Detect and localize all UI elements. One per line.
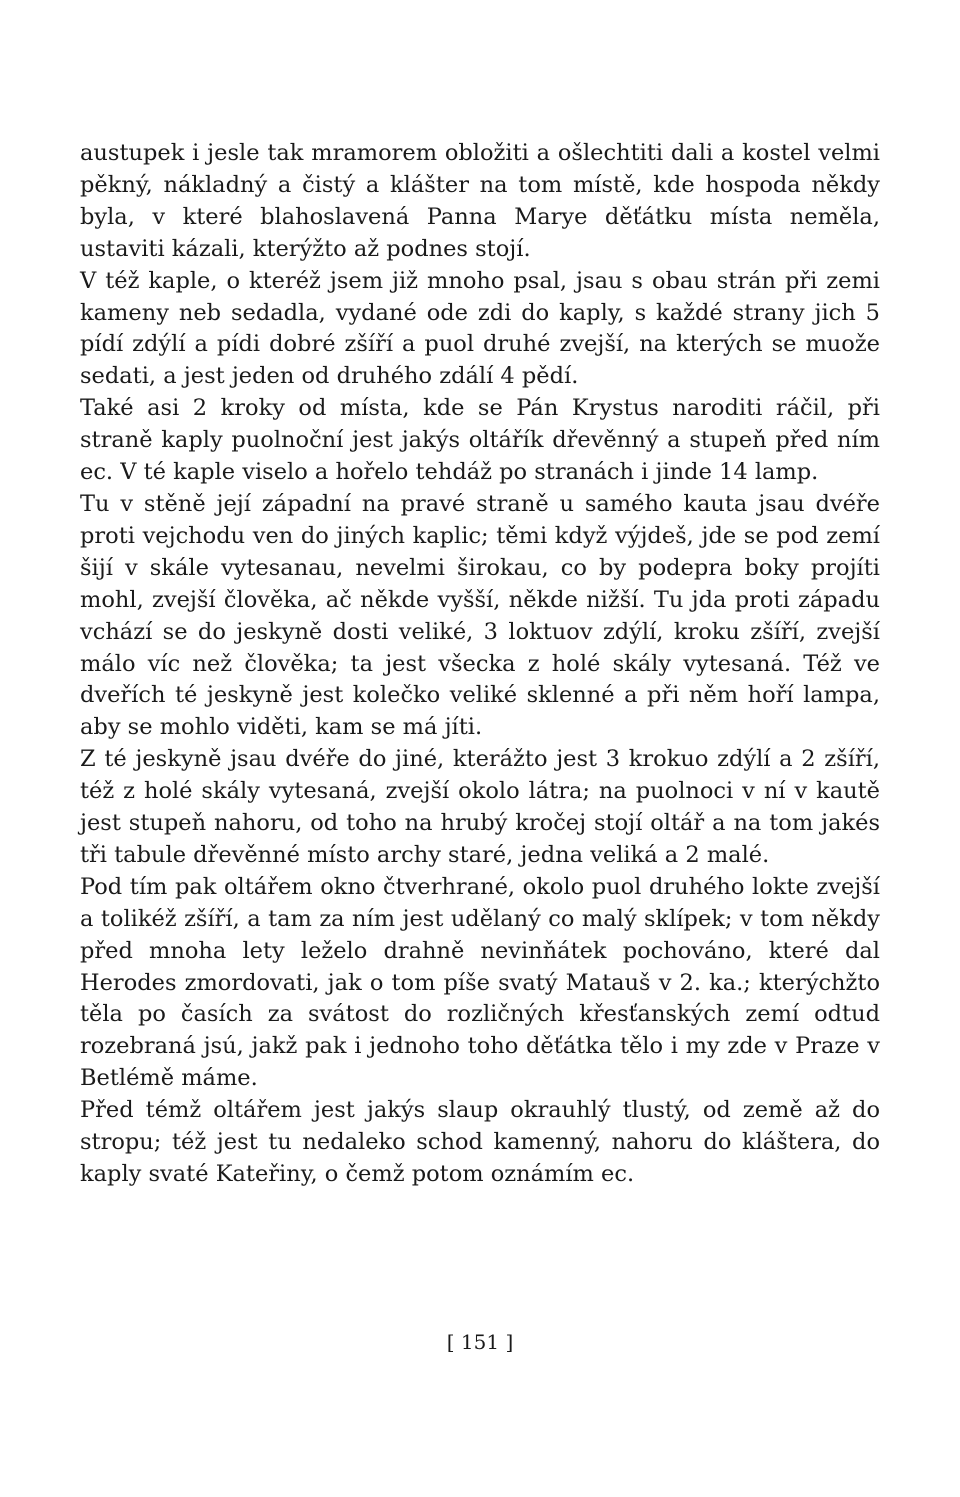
- paragraph-4: Tu v stěně její západní na pravé straně u samého kauta jsau dvéře proti vejchodu ven do jiných kaplic; těmi když výjdeš, jde se pod zemí šijí v skále vytesanau, nevelmi širokau, co by podepra boky projíti mohl, zvejší člověka, ač někde vyšší, někde nižší. Tu jda proti západu vchází se do jeskyně dosti veliké, 3 loktuov zdýlí, kroku zšíří, zvejší málo víc než člověka; ta jest všecka z holé skály vytesaná. Též ve dveřích té jeskyně jest kolečko veliké sklenné a při něm hoří lampa, aby se mohlo viděti, kam se má jíti.: [80, 490, 880, 741]
- paragraph-1: austupek i jesle tak mramorem obložiti a ošlechtiti dali a kostel velmi pěkný, nákladný a čistý a klášter na tom místě, kde hospoda někdy byla, v které blahoslavená Panna Marye děťátku místa neměla, ustaviti kázali, kterýžto až podnes stojí.: [80, 140, 880, 262]
- paragraph-6: Pod tím pak oltářem okno čtverhrané, okolo puol druhého lokte zvejší a tolikéž zšíří, a tam za ním jest udělaný co malý sklípek; v tom někdy před mnoha lety leželo drahně nevinňátek pochováno, které dal Herodes zmordovati, jak o tom píše svatý Matauš v 2. ka.; kterýchžto těla po časích za svátost do rozličných křesťanských zemí odtud rozebraná jsú, jakž pak i jednoho toho děťátka tělo i my zde v Praze v Betlémě máme.: [80, 873, 880, 1092]
- paragraph-2: V též kaple, o kteréž jsem již mnoho psal, jsau s obau strán při zemi kameny neb sedadla, vydané ode zdi do kaply, s každé strany jich 5 pídí zdýlí a pídi dobré zšíří a puol druhé zvejší, na kterých se muože sedati, a jest jeden od druhého zdálí 4 pědí.: [80, 267, 880, 390]
- page-number: [ 151 ]: [446, 1330, 514, 1354]
- page-body: [80, 138, 880, 1191]
- paragraph-5: Z té jeskyně jsau dvéře do jiné, kterážto jest 3 krokuo zdýlí a 2 zšíří, též z holé skály vytesaná, zvejší okolo látra; na puolnoci v ní v kautě jest stupeň nahoru, od toho na hrubý kročej stojí oltář a na tom jakés tři tabule dřevěnné místo archy staré, jedna veliká a 2 malé.: [80, 746, 880, 868]
- paragraph-3: Také asi 2 kroky od místa, kde se Pán Krystus naroditi ráčil, při straně kaply puolnoční jest jakýs oltářík dřevěnný a stupeň před ním ec. V té kaple viselo a hořelo tehdáž po stranách i jinde 14 lamp.: [80, 395, 880, 486]
- paragraph-7: Před témž oltářem jest jakýs slaup okrauhlý tlustý, od země až do stropu; též jest tu nedaleko schod kamenný, nahoru do kláštera, do kaply svaté Kateřiny, o čemž potom oznámím ec.: [80, 1097, 880, 1187]
